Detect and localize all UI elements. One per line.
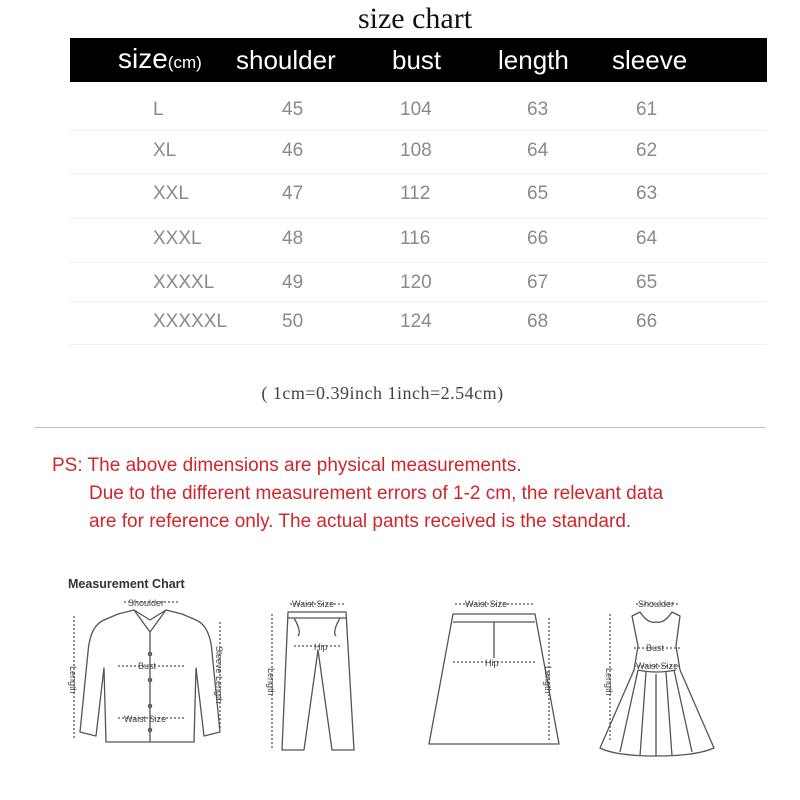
header-size xyxy=(118,43,202,75)
cell-sleeve: 62 xyxy=(636,140,658,161)
header-size-label: size xyxy=(118,43,168,74)
shirt-length-label: Length xyxy=(68,666,78,694)
page-title: size chart xyxy=(357,2,473,35)
cell-shoulder: 45 xyxy=(282,99,304,120)
cell-sleeve: 66 xyxy=(636,311,658,332)
table-row xyxy=(70,174,767,219)
cell-size: L xyxy=(153,99,164,120)
skirt-waist-label: Waist Size xyxy=(465,599,508,609)
dress-bust-label: Bust xyxy=(646,643,665,653)
cell-sleeve: 61 xyxy=(636,99,658,120)
cell-bust: 108 xyxy=(400,140,432,161)
shirt-shoulder-label: Shoulder xyxy=(128,598,165,608)
cell-size: XXXXXL xyxy=(153,311,227,332)
table-header xyxy=(70,38,767,82)
header-sleeve: sleeve xyxy=(612,45,688,75)
cell-bust: 112 xyxy=(400,183,431,204)
cell-length: 63 xyxy=(527,99,549,120)
note-line-2: Due to the different measurement errors of 1-2 cm, the relevant data xyxy=(89,483,664,504)
dress-shoulder-label: Shoulder xyxy=(638,599,675,609)
cell-shoulder: 47 xyxy=(282,183,304,204)
cell-shoulder: 50 xyxy=(282,311,304,332)
shirt-diagram xyxy=(66,592,241,762)
pants-hip-label: Hip xyxy=(314,642,328,652)
skirt-length-label: Length xyxy=(543,666,553,694)
unit-conversion: ( 1cm=0.39inch 1inch=2.54cm) xyxy=(261,383,504,403)
table-row xyxy=(70,90,767,131)
cell-shoulder: 49 xyxy=(282,272,304,293)
measurement-note xyxy=(52,452,772,536)
size-table xyxy=(70,90,767,345)
cell-length: 65 xyxy=(527,183,549,204)
note-line-3: are for reference only. The actual pants received is the standard. xyxy=(89,511,632,532)
dress-waist-label: Waist Size xyxy=(636,661,679,671)
cell-sleeve: 63 xyxy=(636,183,658,204)
header-length: length xyxy=(498,45,569,75)
measurement-chart-title: Measurement Chart xyxy=(68,577,185,591)
header-bust: bust xyxy=(392,45,442,75)
cell-length: 64 xyxy=(527,140,549,161)
cell-bust: 120 xyxy=(400,272,432,293)
dress-diagram xyxy=(596,592,726,760)
note-line-1: PS: The above dimensions are physical measurements. xyxy=(52,455,522,476)
shirt-waist-label: Waist Size xyxy=(124,714,167,724)
cell-length: 67 xyxy=(527,272,549,293)
cell-length: 68 xyxy=(527,311,549,332)
shirt-sleeve-label: Sleeve Length xyxy=(214,646,224,704)
cell-length: 66 xyxy=(527,228,549,249)
pants-waist-label: Waist Size xyxy=(292,599,335,609)
pants-diagram xyxy=(258,592,363,760)
skirt-hip-label: Hip xyxy=(485,658,499,668)
cell-sleeve: 64 xyxy=(636,228,658,249)
cell-bust: 124 xyxy=(400,311,432,332)
header-shoulder: shoulder xyxy=(236,45,336,75)
cell-bust: 104 xyxy=(400,99,432,120)
cell-shoulder: 48 xyxy=(282,228,304,249)
cell-size: XXXL xyxy=(153,228,202,249)
pants-length-label: Length xyxy=(266,668,276,696)
table-row xyxy=(70,219,767,263)
cell-bust: 116 xyxy=(400,228,431,249)
shirt-bust-label: Bust xyxy=(138,661,157,671)
cell-size: XXXXL xyxy=(153,272,215,293)
cell-size: XL xyxy=(153,140,177,161)
cell-shoulder: 46 xyxy=(282,140,304,161)
skirt-diagram xyxy=(425,592,565,760)
table-row xyxy=(70,263,767,302)
header-unit: (cm) xyxy=(167,53,202,72)
divider xyxy=(35,427,765,428)
cell-size: XXL xyxy=(153,183,189,204)
cell-sleeve: 65 xyxy=(636,272,658,293)
table-row xyxy=(70,302,767,345)
dress-length-label: Length xyxy=(604,668,614,696)
table-row xyxy=(70,131,767,174)
